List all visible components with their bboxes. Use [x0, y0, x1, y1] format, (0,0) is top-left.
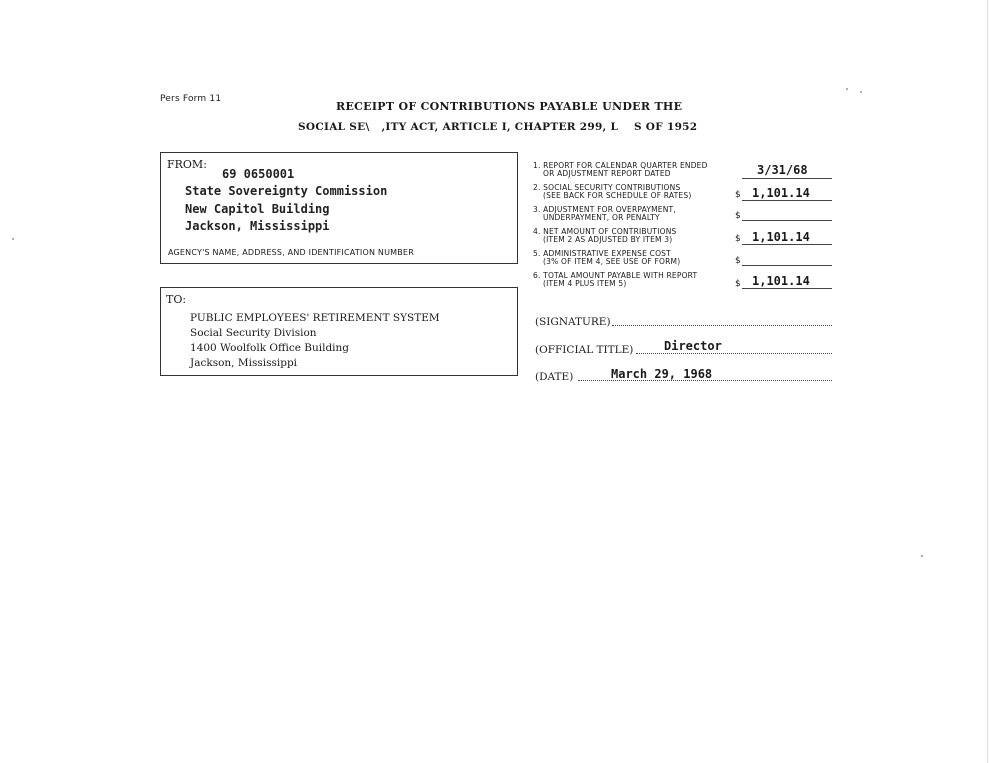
item-line-2: OR ADJUSTMENT REPORT DATED	[543, 169, 671, 178]
scan-speck	[860, 91, 862, 93]
to-label: TO:	[166, 293, 187, 306]
item-2-text	[533, 184, 691, 200]
scan-speck	[921, 555, 923, 557]
item-1-text	[533, 162, 708, 178]
item-line-2: (3% OF ITEM 4, SEE USE OF FORM)	[543, 257, 681, 266]
scan-speck	[12, 238, 14, 240]
item-1-value: 3/31/68	[757, 163, 808, 177]
from-label: FROM:	[167, 158, 207, 171]
recipient-address-line-1: 1400 Woolfolk Office Building	[190, 342, 350, 354]
item-3-field[interactable]	[742, 206, 832, 221]
signature-field[interactable]	[612, 313, 832, 326]
item-4-value: 1,101.14	[752, 230, 810, 244]
item-6-dollar: $	[735, 279, 741, 289]
item-6-value: 1,101.14	[752, 274, 810, 288]
item-line-1: ADJUSTMENT FOR OVERPAYMENT,	[543, 205, 676, 214]
agency-name: State Sovereignty Commission	[185, 184, 388, 198]
item-number: 6.	[533, 271, 541, 280]
date-label: (DATE)	[535, 371, 574, 383]
official-title-label: (OFFICIAL TITLE)	[535, 344, 634, 356]
item-number: 5.	[533, 249, 541, 258]
item-line-2: (ITEM 4 PLUS ITEM 5)	[543, 279, 627, 288]
scan-edge	[987, 0, 988, 763]
agency-address-line-2: Jackson, Mississippi	[185, 219, 330, 233]
from-caption: AGENCY'S NAME, ADDRESS, AND IDENTIFICATION NUMBER	[168, 248, 414, 257]
item-3-dollar: $	[735, 211, 741, 221]
item-line-1: SOCIAL SECURITY CONTRIBUTIONS	[543, 183, 681, 192]
recipient-name: PUBLIC EMPLOYEES' RETIREMENT SYSTEM	[190, 312, 440, 324]
item-5-field[interactable]	[742, 251, 832, 266]
form-id: Pers Form 11	[160, 94, 222, 104]
item-line-2: UNDERPAYMENT, OR PENALTY	[543, 213, 660, 222]
form-title-line-2: SOCIAL SE\ ,ITY ACT, ARTICLE I, CHAPTER 299, L S OF 1952	[298, 121, 698, 133]
item-line-1: TOTAL AMOUNT PAYABLE WITH REPORT	[543, 271, 698, 280]
item-line-1: ADMINISTRATIVE EXPENSE COST	[543, 249, 671, 258]
date-value: March 29, 1968	[611, 367, 713, 381]
item-2-value: 1,101.14	[752, 186, 810, 200]
agency-id-number: 69 0650001	[222, 167, 295, 181]
recipient-division: Social Security Division	[190, 327, 317, 339]
form-title-line-1: RECEIPT OF CONTRIBUTIONS PAYABLE UNDER THE	[336, 100, 683, 113]
item-line-2: (ITEM 2 AS ADJUSTED BY ITEM 3)	[543, 235, 673, 244]
item-number: 4.	[533, 227, 541, 236]
item-5-text	[533, 250, 680, 266]
scan-speck	[846, 88, 848, 90]
agency-address-line-1: New Capitol Building	[185, 202, 330, 216]
item-2-dollar: $	[735, 190, 741, 200]
item-4-dollar: $	[735, 234, 741, 244]
signature-label: (SIGNATURE)	[535, 316, 611, 328]
item-6-text	[533, 272, 697, 288]
item-number: 1.	[533, 161, 541, 170]
item-number: 3.	[533, 205, 541, 214]
recipient-address-line-2: Jackson, Mississippi	[190, 357, 298, 369]
item-line-2: (SEE BACK FOR SCHEDULE OF RATES)	[543, 191, 692, 200]
item-4-text	[533, 228, 677, 244]
item-3-text	[533, 206, 676, 222]
item-5-dollar: $	[735, 256, 741, 266]
item-line-1: NET AMOUNT OF CONTRIBUTIONS	[543, 227, 677, 236]
official-title-value: Director	[664, 339, 722, 353]
item-number: 2.	[533, 183, 541, 192]
item-line-1: REPORT FOR CALENDAR QUARTER ENDED	[543, 161, 708, 170]
